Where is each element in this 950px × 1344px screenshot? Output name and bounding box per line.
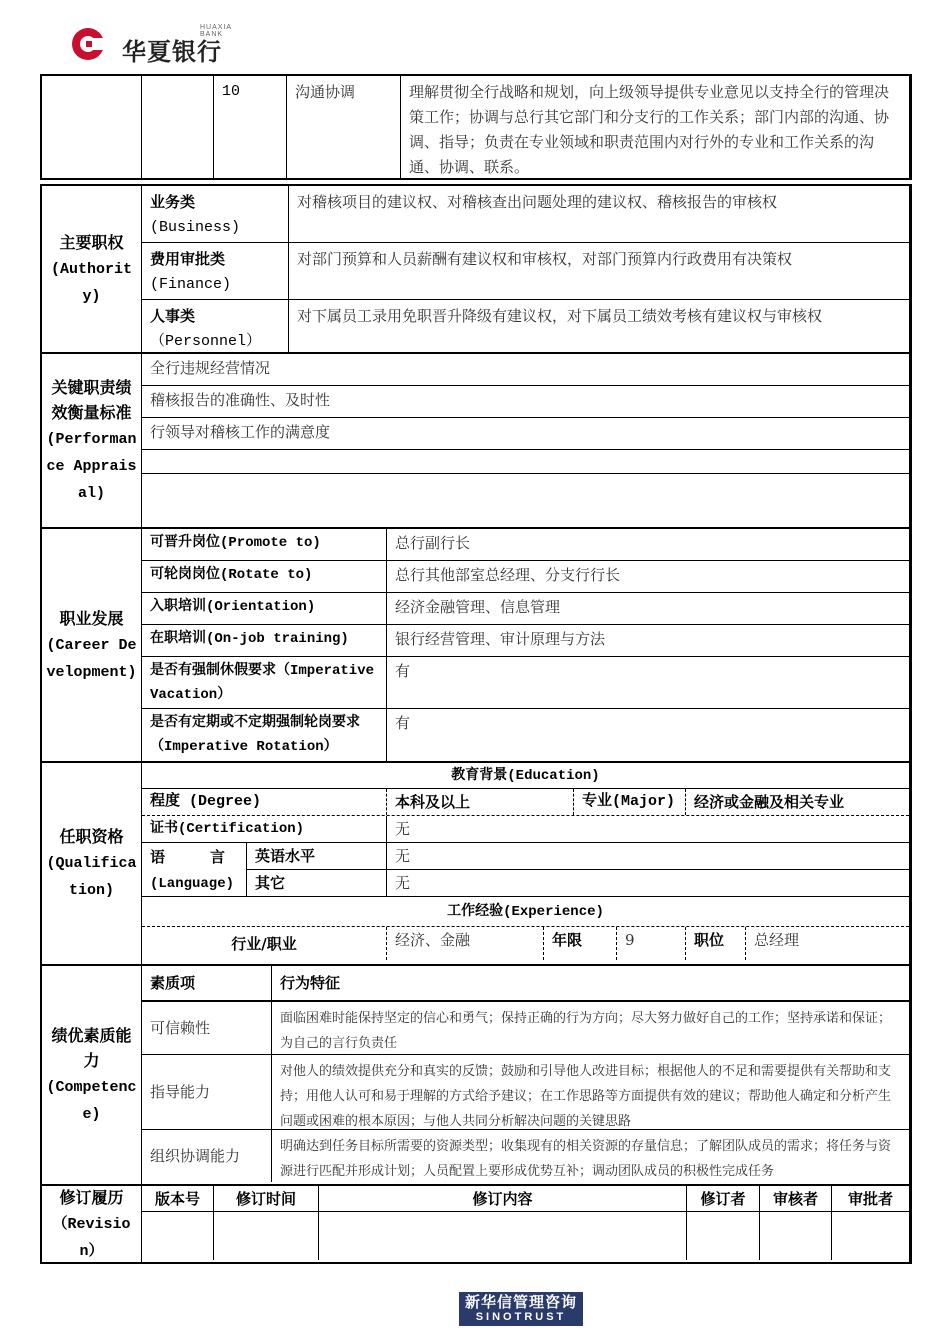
responsibility-continuation (40, 74, 912, 180)
career-label: 职业发展 (Career Development) (42, 529, 142, 761)
career-section (40, 529, 912, 763)
competence-row: 指导能力 对他人的绩效提供充分和真实的反馈；鼓励和引导他人改进目标；根据他人的不足和需要提供有关帮助和支持；用他人认可和易于理解的方式给予建议；在工作思路等方面提供有效的建议；帮助他人确定和分析产生问题或困难的根本原因；与他人共同分析解决问题的关键思路 (142, 1055, 909, 1130)
bank-name-en: HUAXIA BANK (200, 24, 232, 38)
authority-row: 业务类 (Business) 对稽核项目的建议权、对稽核查出问题处理的建议权、稽核报告的审核权 (142, 186, 909, 243)
responsibility-title: 沟通协调 (287, 76, 401, 178)
language-label: 语 言 (Language) (142, 843, 247, 896)
sinotrust-logo: 新华信管理咨询 SINOTRUST (459, 1292, 583, 1326)
huaxia-logo-icon (70, 26, 110, 62)
career-row: 可轮岗岗位(Rotate to) 总行其他部室总经理、分支行行长 (142, 561, 909, 593)
revision-label: 修订履历 （Revision） (42, 1186, 142, 1262)
career-row: 是否有定期或不定期强制轮岗要求（Imperative Rotation） 有 (142, 709, 909, 761)
responsibility-desc: 理解贯彻全行战略和规划，向上级领导提供专业意见以支持全行的管理决策工作；协调与总行其它部门和分支行的工作关系；部门内部的沟通、协调、指导；负责在专业领域和职责范围内对行外的专业和工作关系的沟通、协调、联系。 (409, 83, 890, 176)
career-row: 在职培训(On-job training) 银行经营管理、审计原理与方法 (142, 625, 909, 657)
bank-name-cn: 华夏银行 (122, 38, 222, 66)
career-row: 入职培训(Orientation) 经济金融管理、信息管理 (142, 593, 909, 625)
major-value: 经济或金融及相关专业 (694, 793, 845, 811)
job-description-table (40, 74, 912, 1264)
kpi-item: 行领导对稽核工作的满意度 (150, 423, 331, 441)
kpi-section (40, 354, 912, 529)
kpi-item (142, 450, 909, 473)
education-header: 教育背景(Education) (451, 768, 600, 784)
kpi-item: 稽核报告的准确性、及时性 (150, 391, 331, 409)
kpi-label: 关键职责绩效衡量标准 (Performance Appraisal) (42, 354, 142, 527)
empty-label-cell (42, 76, 142, 178)
competence-row: 组织协调能力 明确达到任务目标所需要的资源类型；收集现有的相关资源的存量信息；了解团队成员的需求；将任务与资源进行匹配并形成计划；人员配置上要形成优势互补；调动团队成员的积极性完成任务 (142, 1130, 909, 1182)
qualification-label: 任职资格 (Qualification) (42, 763, 142, 964)
competence-row: 可信赖性 面临困难时能保持坚定的信心和勇气；保持正确的行为方向；尽大努力做好自己的工作；坚持承诺和保证；为自己的言行负责任 (142, 1002, 909, 1055)
career-row: 可晋升岗位(Promote to) 总行副行长 (142, 529, 909, 561)
qualification-section: 任职资格 (Qualification) 教育背景(Education) 程度 (Degree) 本科及以上 专业(Major) 经济或金融及相关专业 证书(Certification) 无 语 言 (Language) 英语水平 无 其它 无 工作经验(Experience) 行业/职业 经济、金融 年限 9 职位 总经理 (40, 763, 912, 966)
competence-section: 绩优素质能力 (Competence) 素质项 行为特征 可信赖性 面临困难时能保持坚定的信心和勇气；保持正确的行为方向；尽大努力做好自己的工作；坚持承诺和保证；为自己的言行负责任 指导能力 对他人的绩效提供充分和真实的反馈；鼓励和引导他人改进目标；根据他人的不足和需要提供有关帮助和支持；用他人认可和易于理解的方式给予建议；在工作思路等方面提供有效的建议；帮助他人确定和分析产生问题或困难的根本原因；与他人共同分析解决问题的关键思路 组织协调能力 明确达到任务目标所需要的资源类型；收集现有的相关资源的存量信息；了解团队成员的需求；将任务与资源进行匹配并形成计划；人员配置上要形成优势互补；调动团队成员的积极性完成任务 (40, 966, 912, 1186)
bank-logo (70, 22, 240, 67)
responsibility-number: 10 (214, 76, 287, 178)
cert-value: 无 (395, 820, 411, 838)
authority-section (40, 184, 912, 354)
competence-label: 绩优素质能力 (Competence) (42, 966, 142, 1184)
kpi-item (142, 474, 909, 527)
degree-value: 本科及以上 (387, 789, 574, 815)
authority-row: 费用审批类 (Finance) 对部门预算和人员薪酬有建议权和审核权，对部门预算内行政费用有决策权 (142, 243, 909, 300)
career-row: 是否有强制休假要求（Imperative Vacation） 有 (142, 657, 909, 709)
experience-header: 工作经验(Experience) (447, 904, 604, 920)
kpi-item: 全行违规经营情况 (150, 359, 271, 377)
authority-label: 主要职权 (Authority) (42, 186, 142, 352)
revision-section: 修订履历 （Revision） 版本号 修订时间 修订内容 修订者 审核者 审批者 (40, 1186, 912, 1264)
authority-row: 人事类 （Personnel） 对下属员工录用免职晋升降级有建议权，对下属员工绩效考核有建议权与审核权 (142, 300, 909, 352)
